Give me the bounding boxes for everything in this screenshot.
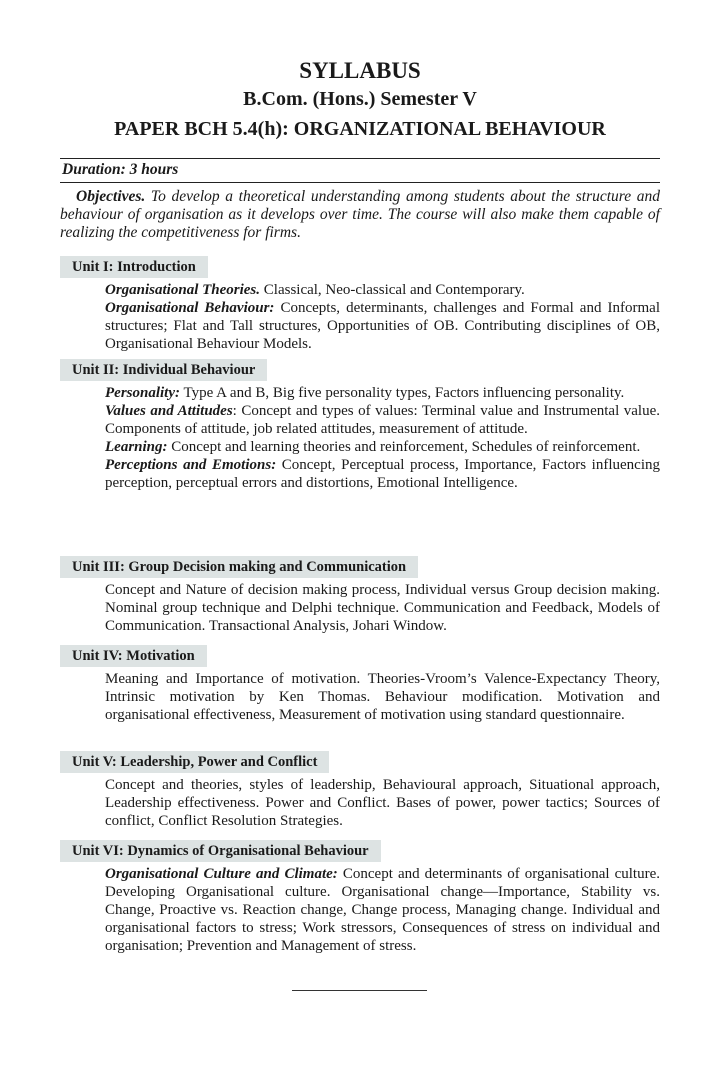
syllabus-title: SYLLABUS xyxy=(299,58,421,83)
unit-body xyxy=(105,776,660,830)
unit-paragraph xyxy=(105,865,660,955)
course-subtitle: B.Com. (Hons.) Semester V xyxy=(243,88,477,110)
objectives xyxy=(60,188,660,242)
unit-paragraph xyxy=(105,402,660,438)
unit-paragraph xyxy=(105,670,660,724)
topic-text: Concept and learning theories and reinforcement, Schedules of reinforcement. xyxy=(167,439,641,455)
unit-paragraph xyxy=(105,438,660,456)
unit-heading: Unit III: Group Decision making and Communication xyxy=(60,556,418,578)
topic-text: : Concept and types of values: Terminal value and Instrumental value. Components of attitude, job related attitudes, measurement of attitude. xyxy=(105,403,660,437)
unit-section xyxy=(60,359,660,492)
unit-paragraph xyxy=(105,581,660,635)
unit-heading: Unit IV: Motivation xyxy=(60,645,207,667)
topic-lead: Organisational Behaviour: xyxy=(105,300,275,316)
objectives-lead: Objectives. xyxy=(76,188,146,205)
unit-heading: Unit II: Individual Behaviour xyxy=(60,359,267,381)
end-rule xyxy=(292,990,427,991)
topic-lead: Personality: xyxy=(105,385,180,401)
topic-lead: Values and Attitudes xyxy=(105,403,233,419)
duration: Duration: 3 hours xyxy=(62,161,179,178)
topic-lead: Learning: xyxy=(105,439,168,455)
topic-lead: Organisational Theories. xyxy=(105,282,261,298)
unit-paragraph xyxy=(105,456,660,492)
objectives-text: To develop a theoretical understanding among students about the structure and behaviour of organisation as it develops over time. The course will also make them capable of realizing the competitiveness for firms. xyxy=(60,188,660,241)
topic-text: Concept and Nature of decision making process, Individual versus Group decision making. Nominal group technique and Delphi technique. Communication and Feedback, Models of Communication. Transactional Analysis, Johari Window. xyxy=(105,582,660,634)
unit-section xyxy=(60,645,660,724)
unit-paragraph xyxy=(105,776,660,830)
unit-body xyxy=(105,581,660,635)
unit-paragraph xyxy=(105,299,660,353)
unit-section xyxy=(60,256,660,353)
topic-text: Classical, Neo-classical and Contemporary. xyxy=(260,282,525,298)
unit-body xyxy=(105,865,660,955)
unit-heading: Unit VI: Dynamics of Organisational Behaviour xyxy=(60,840,381,862)
unit-body xyxy=(105,384,660,492)
topic-text: Concept and determinants of organisational culture. Developing Organisational culture. Organisational change—Importance, Stability vs. Change, Proactive vs. Reaction change, Change process, Managing change. Individual and organisational factors to stress; Work stressors, Consequences of stress on individual and organisation; Prevention and Management of stress. xyxy=(105,866,660,954)
unit-paragraph xyxy=(105,281,660,299)
topic-text: Concepts, determinants, challenges and Formal and Informal structures; Flat and Tall structures, Opportunities of OB. Contributing disciplines of OB, Organisational Behaviour Models. xyxy=(105,300,660,352)
unit-body xyxy=(105,281,660,353)
divider xyxy=(60,182,660,183)
unit-body xyxy=(105,670,660,724)
topic-text: Concept, Perceptual process, Importance, Factors influencing perception, perceptual errors and distortions, Emotional Intelligence. xyxy=(105,457,660,491)
topic-text: Type A and B, Big five personality types, Factors influencing personality. xyxy=(180,385,625,401)
topic-lead: Perceptions and Emotions: xyxy=(105,457,277,473)
unit-heading: Unit I: Introduction xyxy=(60,256,208,278)
divider xyxy=(60,158,660,159)
unit-paragraph xyxy=(105,384,660,402)
unit-heading: Unit V: Leadership, Power and Conflict xyxy=(60,751,329,773)
unit-section xyxy=(60,840,660,955)
topic-lead: Organisational Culture and Climate: xyxy=(105,866,338,882)
topic-text: Meaning and Importance of motivation. Theories-Vroom’s Valence-Expectancy Theory, Intrinsic motivation by Ken Thomas. Behaviour modification. Motivation and organisational effectiveness, Measurement of motivation using standard questionnaire. xyxy=(105,671,660,723)
unit-section xyxy=(60,556,660,635)
unit-section xyxy=(60,751,660,830)
paper-title: PAPER BCH 5.4(h): ORGANIZATIONAL BEHAVIOUR xyxy=(114,118,606,140)
topic-text: Concept and theories, styles of leadership, Behavioural approach, Situational approach, Leadership effectiveness. Power and Conflict. Bases of power, power tactics; Sources of conflict, Conflict Resolution Strategies. xyxy=(105,777,660,829)
